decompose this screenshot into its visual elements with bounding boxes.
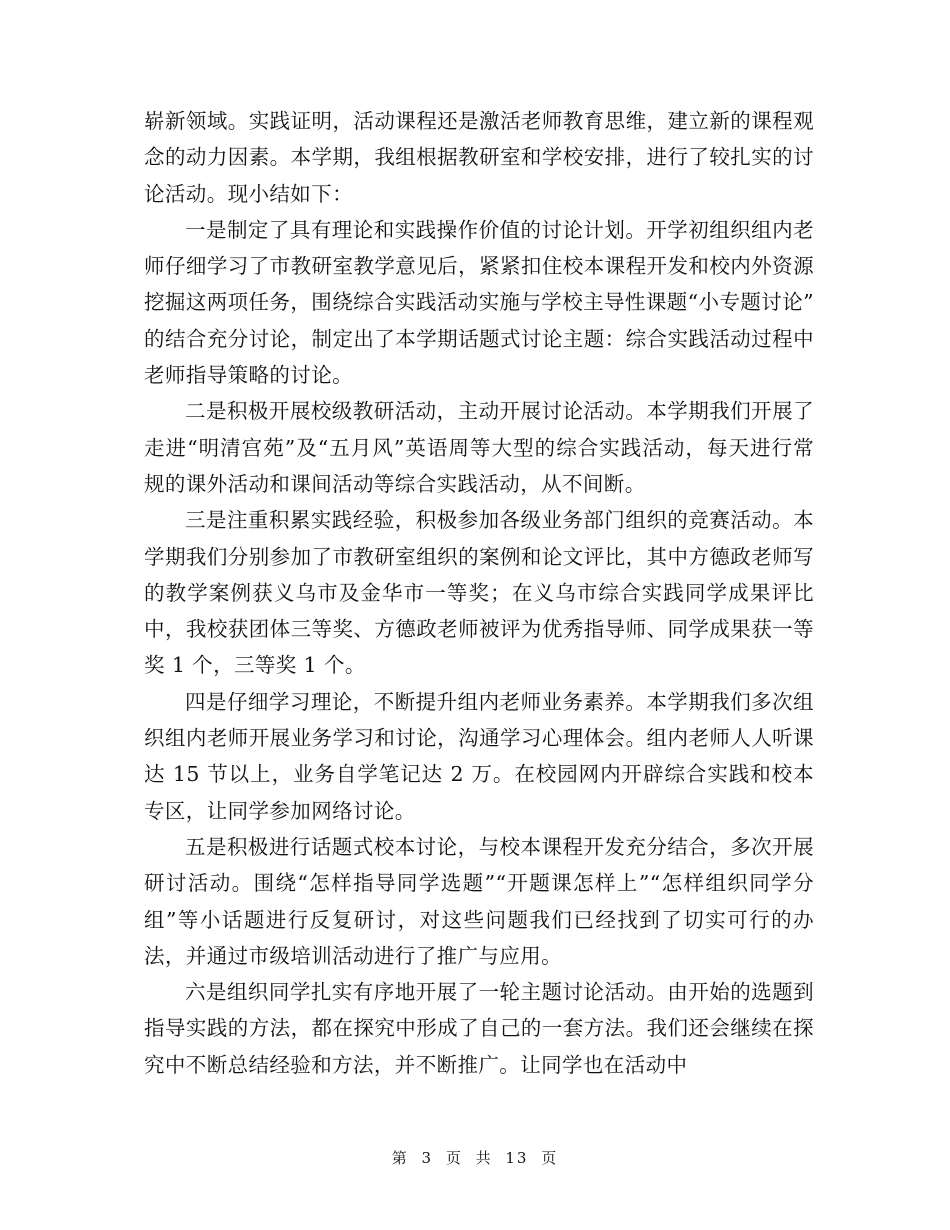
paragraph-continuation: 崭新领域。实践证明，活动课程还是激活老师教育思维，建立新的课程观念的动力因素。本学期，我组根据教研室和学校安排，进行了较扎实的讨论活动。现小结如下： — [144, 109, 814, 206]
paragraph-item-5: 五是积极进行话题式校本讨论，与校本课程开发充分结合，多次开展研讨活动。围绕“怎样指导同学选题”“开题课怎样上”“怎样组织同学分组”等小话题进行反复研讨，对这些问题我们已经找到了切实可行的办法，并通过市级培训活动进行了推广与应用。 — [144, 834, 814, 968]
paragraph-item-1: 一是制定了具有理论和实践操作价值的讨论计划。开学初组织组内老师仔细学习了市教研室教学意见后，紧紧扣住校本课程开发和校内外资源挖掘这两项任务，围绕综合实践活动实施与学校主导性课题“小专题讨论” 的结合充分讨论，制定出了本学期话题式讨论主题：综合实践活动过程中老师指导策略的讨论。 — [144, 217, 814, 388]
paragraph-item-4: 四是仔细学习理论，不断提升组内老师业务素养。本学期我们多次组织组内老师开展业务学习和讨论，沟通学习心理体会。组内老师人人听课达 15 节以上，业务自学笔记达 2 万。在校园网内开辟综合实践和校本专区，让同学参加网络讨论。 — [144, 689, 814, 823]
paragraph-item-3: 三是注重积累实践经验，积极参加各级业务部门组织的竞赛活动。本学期我们分别参加了市教研室组织的案例和论文评比，其中方德政老师写的教学案例获义乌市及金华市一等奖；在义乌市综合实践同学成果评比中，我校获团体三等奖、方德政老师被评为优秀指导师、同学成果获一等奖 1 个，三等奖 1 个。 — [144, 508, 814, 678]
paragraph-item-2: 二是积极开展校级教研活动，主动开展讨论活动。本学期我们开展了走进“明清宫苑”及“五月风”英语周等大型的综合实践活动，每天进行常规的课外活动和课间活动等综合实践活动，从不间断。 — [144, 399, 814, 496]
page-number-footer: 第 3 页 共 13 页 — [391, 1149, 559, 1167]
paragraph-item-6: 六是组织同学扎实有序地开展了一轮主题讨论活动。由开始的选题到指导实践的方法，都在探究中形成了自己的一套方法。我们还会继续在探究中不断总结经验和方法，并不断推广。让同学也在活动中 — [144, 980, 814, 1077]
document-body — [144, 103, 814, 1083]
